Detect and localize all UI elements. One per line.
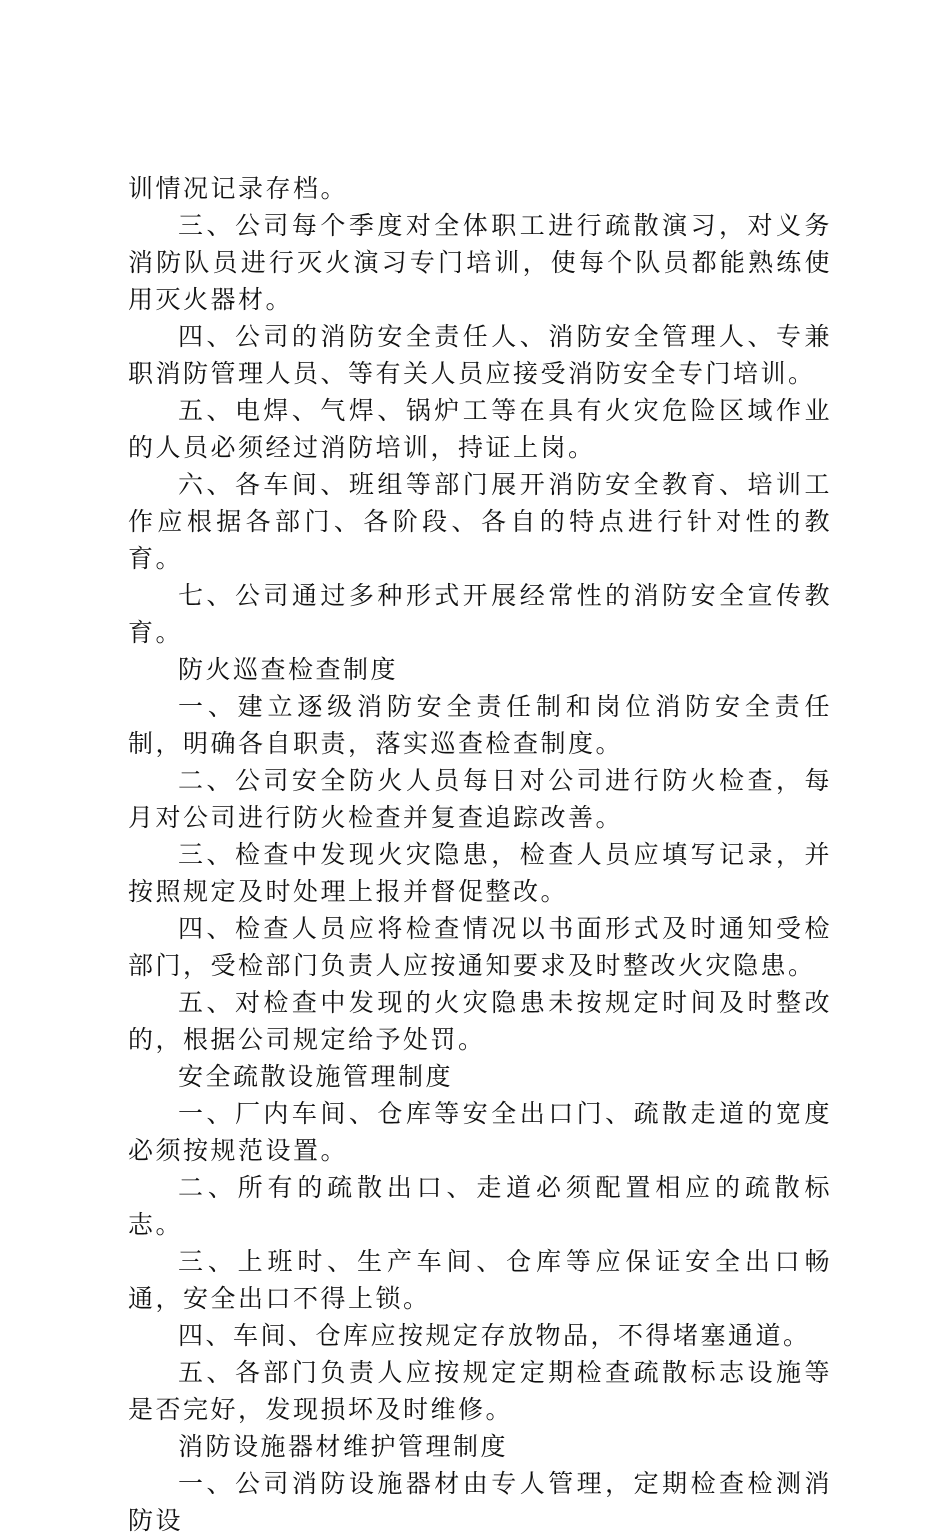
paragraph-sign-maintenance: 五、各部门负责人应按规定定期检查疏散标志设施等是否完好，发现损坏及时维修。 <box>128 1358 832 1424</box>
paragraph-publicity: 七、公司通过多种形式开展经常性的消防安全宣传教育。 <box>128 581 832 647</box>
paragraph-patrol-responsibility: 一、建立逐级消防安全责任制和岗位消防安全责任制，明确各自职责，落实巡查检查制度。 <box>128 692 832 758</box>
section-heading-equipment-maintenance: 消防设施器材维护管理制度 <box>178 1432 509 1461</box>
document-body <box>128 170 832 1539</box>
paragraph-penalty: 五、对检查中发现的火灾隐患未按规定时间及时整改的，根据公司规定给予处罚。 <box>128 988 832 1054</box>
paragraph-training-records: 训情况记录存档。 <box>128 174 349 203</box>
paragraph-equipment-management: 一、公司消防设施器材由专人管理，定期检查检测消防设 <box>128 1469 832 1535</box>
paragraph-exit-width: 一、厂内车间、仓库等安全出口门、疏散走道的宽度必须按规范设置。 <box>128 1099 832 1165</box>
paragraph-exit-unlocked: 三、上班时、生产车间、仓库等应保证安全出口畅通，安全出口不得上锁。 <box>128 1247 832 1313</box>
section-heading-fire-patrol: 防火巡查检查制度 <box>178 655 399 684</box>
section-heading-evacuation-facilities: 安全疏散设施管理制度 <box>178 1062 454 1091</box>
paragraph-written-notice: 四、检查人员应将检查情况以书面形式及时通知受检部门，受检部门负责人应按通知要求及时整改火灾隐患。 <box>128 914 832 980</box>
paragraph-department-education: 六、各车间、班组等部门展开消防安全教育、培训工作应根据各部门、各阶段、各自的特点进行针对性的教育。 <box>128 470 832 573</box>
paragraph-special-training: 四、公司的消防安全责任人、消防安全管理人、专兼职消防管理人员、等有关人员应接受消防安全专门培训。 <box>128 322 832 388</box>
paragraph-evacuation-signs: 二、所有的疏散出口、走道必须配置相应的疏散标志。 <box>128 1173 832 1239</box>
paragraph-clear-passage: 四、车间、仓库应按规定存放物品，不得堵塞通道。 <box>178 1321 811 1350</box>
paragraph-hazard-record: 三、检查中发现火灾隐患，检查人员应填写记录，并按照规定及时处理上报并督促整改。 <box>128 840 832 906</box>
paragraph-evacuation-drill: 三、公司每个季度对全体职工进行疏散演习，对义务消防队员进行灭火演习专门培训，使每个队员都能熟练使用灭火器材。 <box>128 211 832 314</box>
paragraph-daily-inspection: 二、公司安全防火人员每日对公司进行防火检查，每月对公司进行防火检查并复查追踪改善。 <box>128 766 832 832</box>
paragraph-welding-certification: 五、电焊、气焊、锅炉工等在具有火灾危险区域作业的人员必须经过消防培训，持证上岗。 <box>128 396 832 462</box>
